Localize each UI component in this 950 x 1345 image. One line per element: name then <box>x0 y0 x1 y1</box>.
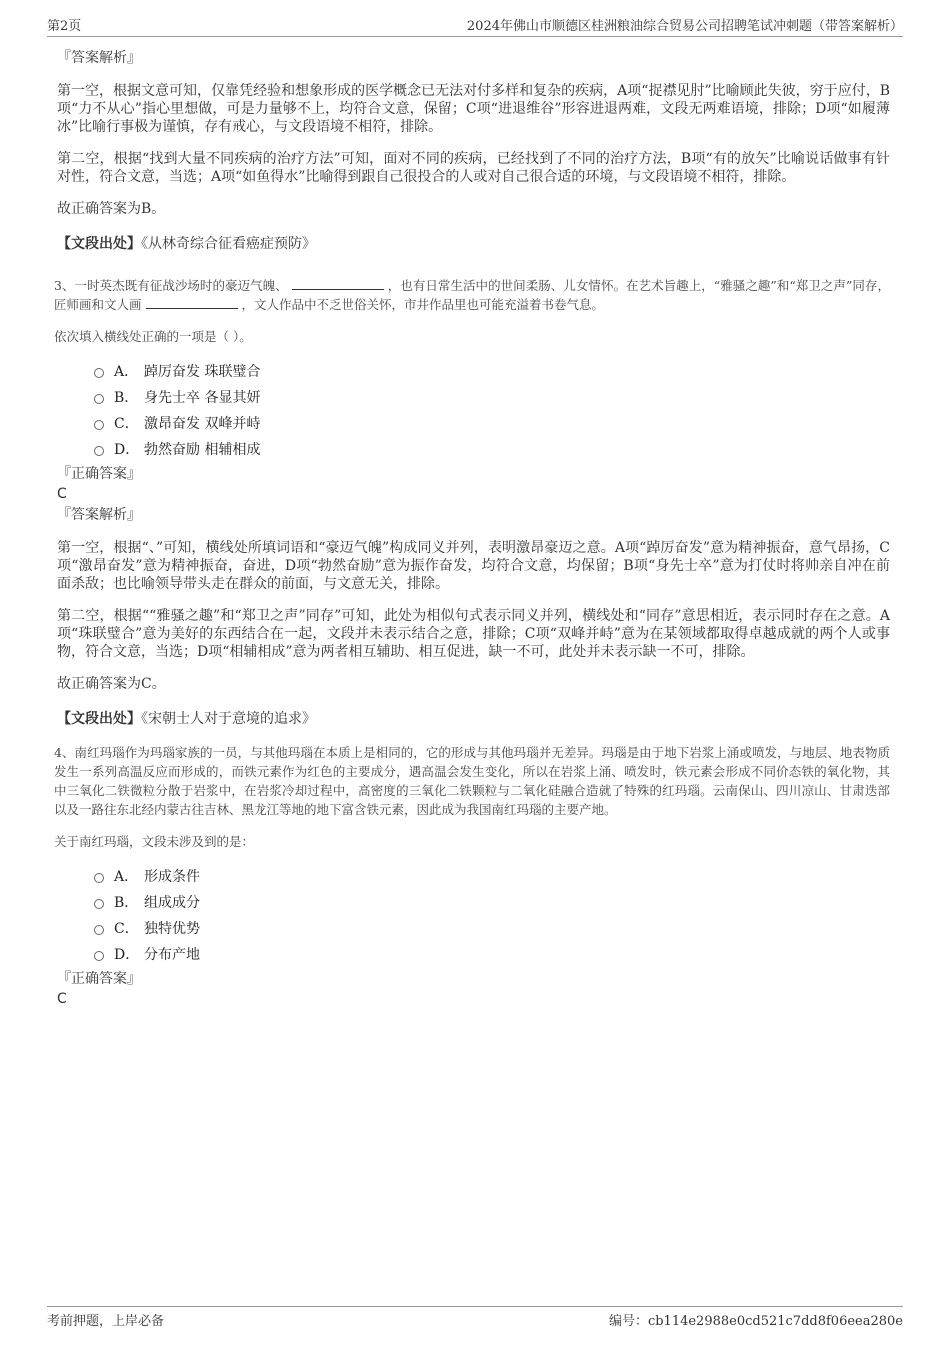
option-c[interactable] <box>94 410 890 436</box>
q3-answer <box>57 464 890 729</box>
radio-icon[interactable] <box>94 951 104 961</box>
option-text: 分布产地 <box>144 947 200 963</box>
fill-blank <box>292 277 384 290</box>
source-line <box>57 709 890 729</box>
radio-icon[interactable] <box>94 446 104 456</box>
option-key: B． <box>114 895 139 911</box>
analysis-label: 『答案解析』 <box>57 507 141 523</box>
option-key: A． <box>114 869 139 885</box>
option-d[interactable] <box>94 436 890 462</box>
question-text-part: ，文人作品中不乏世俗关怀，市井作品里也可能充溢着书卷气息。 <box>241 297 605 312</box>
analysis-label: 『答案解析』 <box>57 50 141 66</box>
q4-answer <box>57 969 890 1008</box>
answer-value: C <box>57 991 67 1007</box>
question-text: 4、南红玛瑙作为玛瑙家族的一员，与其他玛瑙在本质上是相同的，它的形成与其他玛瑙并无差异。玛瑙是由于地下岩浆上涌或喷发，与地层、地表物质发生一系列高温反应而形成的，而铁元素作为红色的主要成分，遇高温会发生变化，所以在岩浆上涌、喷发时，铁元素会形成不同价态铁的氧化物，其中三氧化二铁微粒分散于岩浆中，在岩浆冷却过程中，高密度的三氧化二铁颗粒与二氧化硅融合造就了特殊的红玛瑙。云南保山、四川凉山、甘肃迭部以及一路往东北经内蒙古往吉林、黑龙江等地的地下富含铁元素，因此成为我国南红玛瑙的主要产地。 <box>54 745 890 817</box>
radio-icon[interactable] <box>94 873 104 883</box>
option-b[interactable] <box>94 384 890 410</box>
source-line <box>57 234 890 254</box>
answer-label: 『正确答案』 <box>57 971 141 987</box>
option-a[interactable] <box>94 358 890 384</box>
radio-icon[interactable] <box>94 420 104 430</box>
radio-icon[interactable] <box>94 899 104 909</box>
question-prompt: 依次填入横线处正确的一项是（ ）。 <box>54 329 252 344</box>
options-list <box>94 358 890 462</box>
question-4 <box>54 743 890 967</box>
document-id: 编号：cb114e2988e0cd521c7dd8f06eea280e <box>608 1314 903 1329</box>
conclusion: 故正确答案为C。 <box>57 676 166 692</box>
conclusion: 故正确答案为B。 <box>57 201 166 217</box>
question-text-part: 3、一时英杰既有征战沙场时的豪迈气魄、 <box>54 278 288 293</box>
option-text: 独特优势 <box>144 921 200 937</box>
source-title: 《从林奇综合征看癌症预防》 <box>141 236 316 252</box>
answer-value: C <box>57 486 67 502</box>
option-d[interactable] <box>94 941 890 967</box>
analysis-paragraph: 第二空，根据“找到大量不同疾病的治疗方法”可知，面对不同的疾病，已经找到了不同的治疗方法，B项“有的放矢”比喻说话做事有针对性，符合文意，当选；A项“如鱼得水”比喻得到跟自己很投合的人或对自己很合适的环境，与文段语境不相符，排除。 <box>57 151 890 185</box>
q2-analysis <box>57 48 890 254</box>
option-key: D． <box>114 442 140 458</box>
option-key: C． <box>114 416 139 432</box>
fill-blank <box>146 296 238 309</box>
radio-icon[interactable] <box>94 925 104 935</box>
footer-slogan: 考前押题，上岸必备 <box>47 1314 165 1329</box>
option-key: C． <box>114 921 139 937</box>
analysis-paragraph: 第二空，根据““雅骚之趣”和“郑卫之声”同存”可知，此处为相似句式表示同义并列，横线处和“同存”意思相近，表示同时存在之意。A项“珠联璧合”意为美好的东西结合在一起，文段并未表示结合之意，排除；C项“双峰并峙”意为在某领域都取得卓越成就的两个人或事物，符合文意，当选；D项“相辅相成”意为两者相互辅助、相互促进，缺一不可，此处并未表示缺一不可，排除。 <box>57 608 890 660</box>
option-key: A． <box>114 364 139 380</box>
option-text: 组成成分 <box>144 895 200 911</box>
option-text: 激昂奋发 双峰并峙 <box>144 416 261 432</box>
source-label: 【文段出处】 <box>57 236 141 252</box>
source-title: 《宋朝士人对于意境的追求》 <box>141 711 316 727</box>
page-number: 第2页 <box>47 19 82 34</box>
source-label: 【文段出处】 <box>57 711 141 727</box>
analysis-paragraph: 第一空，根据“、”可知，横线处所填词语和“豪迈气魄”构成同义并列，表明激昂豪迈之意。A项“踔厉奋发”意为精神振奋，意气昂扬，C项“激昂奋发”意为精神振奋，奋进，D项“勃然奋励”意为振作奋发，均符合文意，均保留；B项“身先士卒”意为打仗时将帅亲自冲在前面杀敌；也比喻领导带头走在群众的前面，与文意无关，排除。 <box>57 540 890 592</box>
page-header <box>47 14 903 37</box>
options-list <box>94 863 890 967</box>
question-prompt: 关于南红玛瑙，文段未涉及到的是： <box>54 834 255 849</box>
document-title: 2024年佛山市顺德区桂洲粮油综合贸易公司招聘笔试冲刺题（带答案解析） <box>466 19 903 34</box>
analysis-paragraph: 第一空，根据文意可知，仅靠凭经验和想象形成的医学概念已无法对付多样和复杂的疾病，A项“捉襟见肘”比喻顾此失彼，穷于应付，B项“力不从心”指心里想做，可是力量够不上，均符合文意，保留；C项“进退维谷”形容进退两难，文段无两难语境，排除；D项“如履薄冰”比喻行事极为谨慎，存有戒心，与文段语境不相符，排除。 <box>57 83 890 135</box>
radio-icon[interactable] <box>94 368 104 378</box>
option-key: B． <box>114 390 139 406</box>
page-content <box>54 42 890 1008</box>
option-c[interactable] <box>94 915 890 941</box>
option-key: D． <box>114 947 140 963</box>
option-text: 勃然奋励 相辅相成 <box>144 442 261 458</box>
option-text: 形成条件 <box>144 869 200 885</box>
option-a[interactable] <box>94 863 890 889</box>
answer-label: 『正确答案』 <box>57 466 141 482</box>
question-text-part: ，也有日常生活中的世间柔肠、儿女情怀。在艺术旨趣上，“雅骚之趣”和“郑卫之声”同存，匠师画和文人画 <box>54 278 890 312</box>
radio-icon[interactable] <box>94 394 104 404</box>
page-footer <box>47 1306 903 1329</box>
question-text <box>54 276 890 314</box>
option-text: 身先士卒 各显其妍 <box>144 390 261 406</box>
option-text: 踔厉奋发 珠联璧合 <box>144 364 261 380</box>
question-3 <box>54 276 890 462</box>
option-b[interactable] <box>94 889 890 915</box>
